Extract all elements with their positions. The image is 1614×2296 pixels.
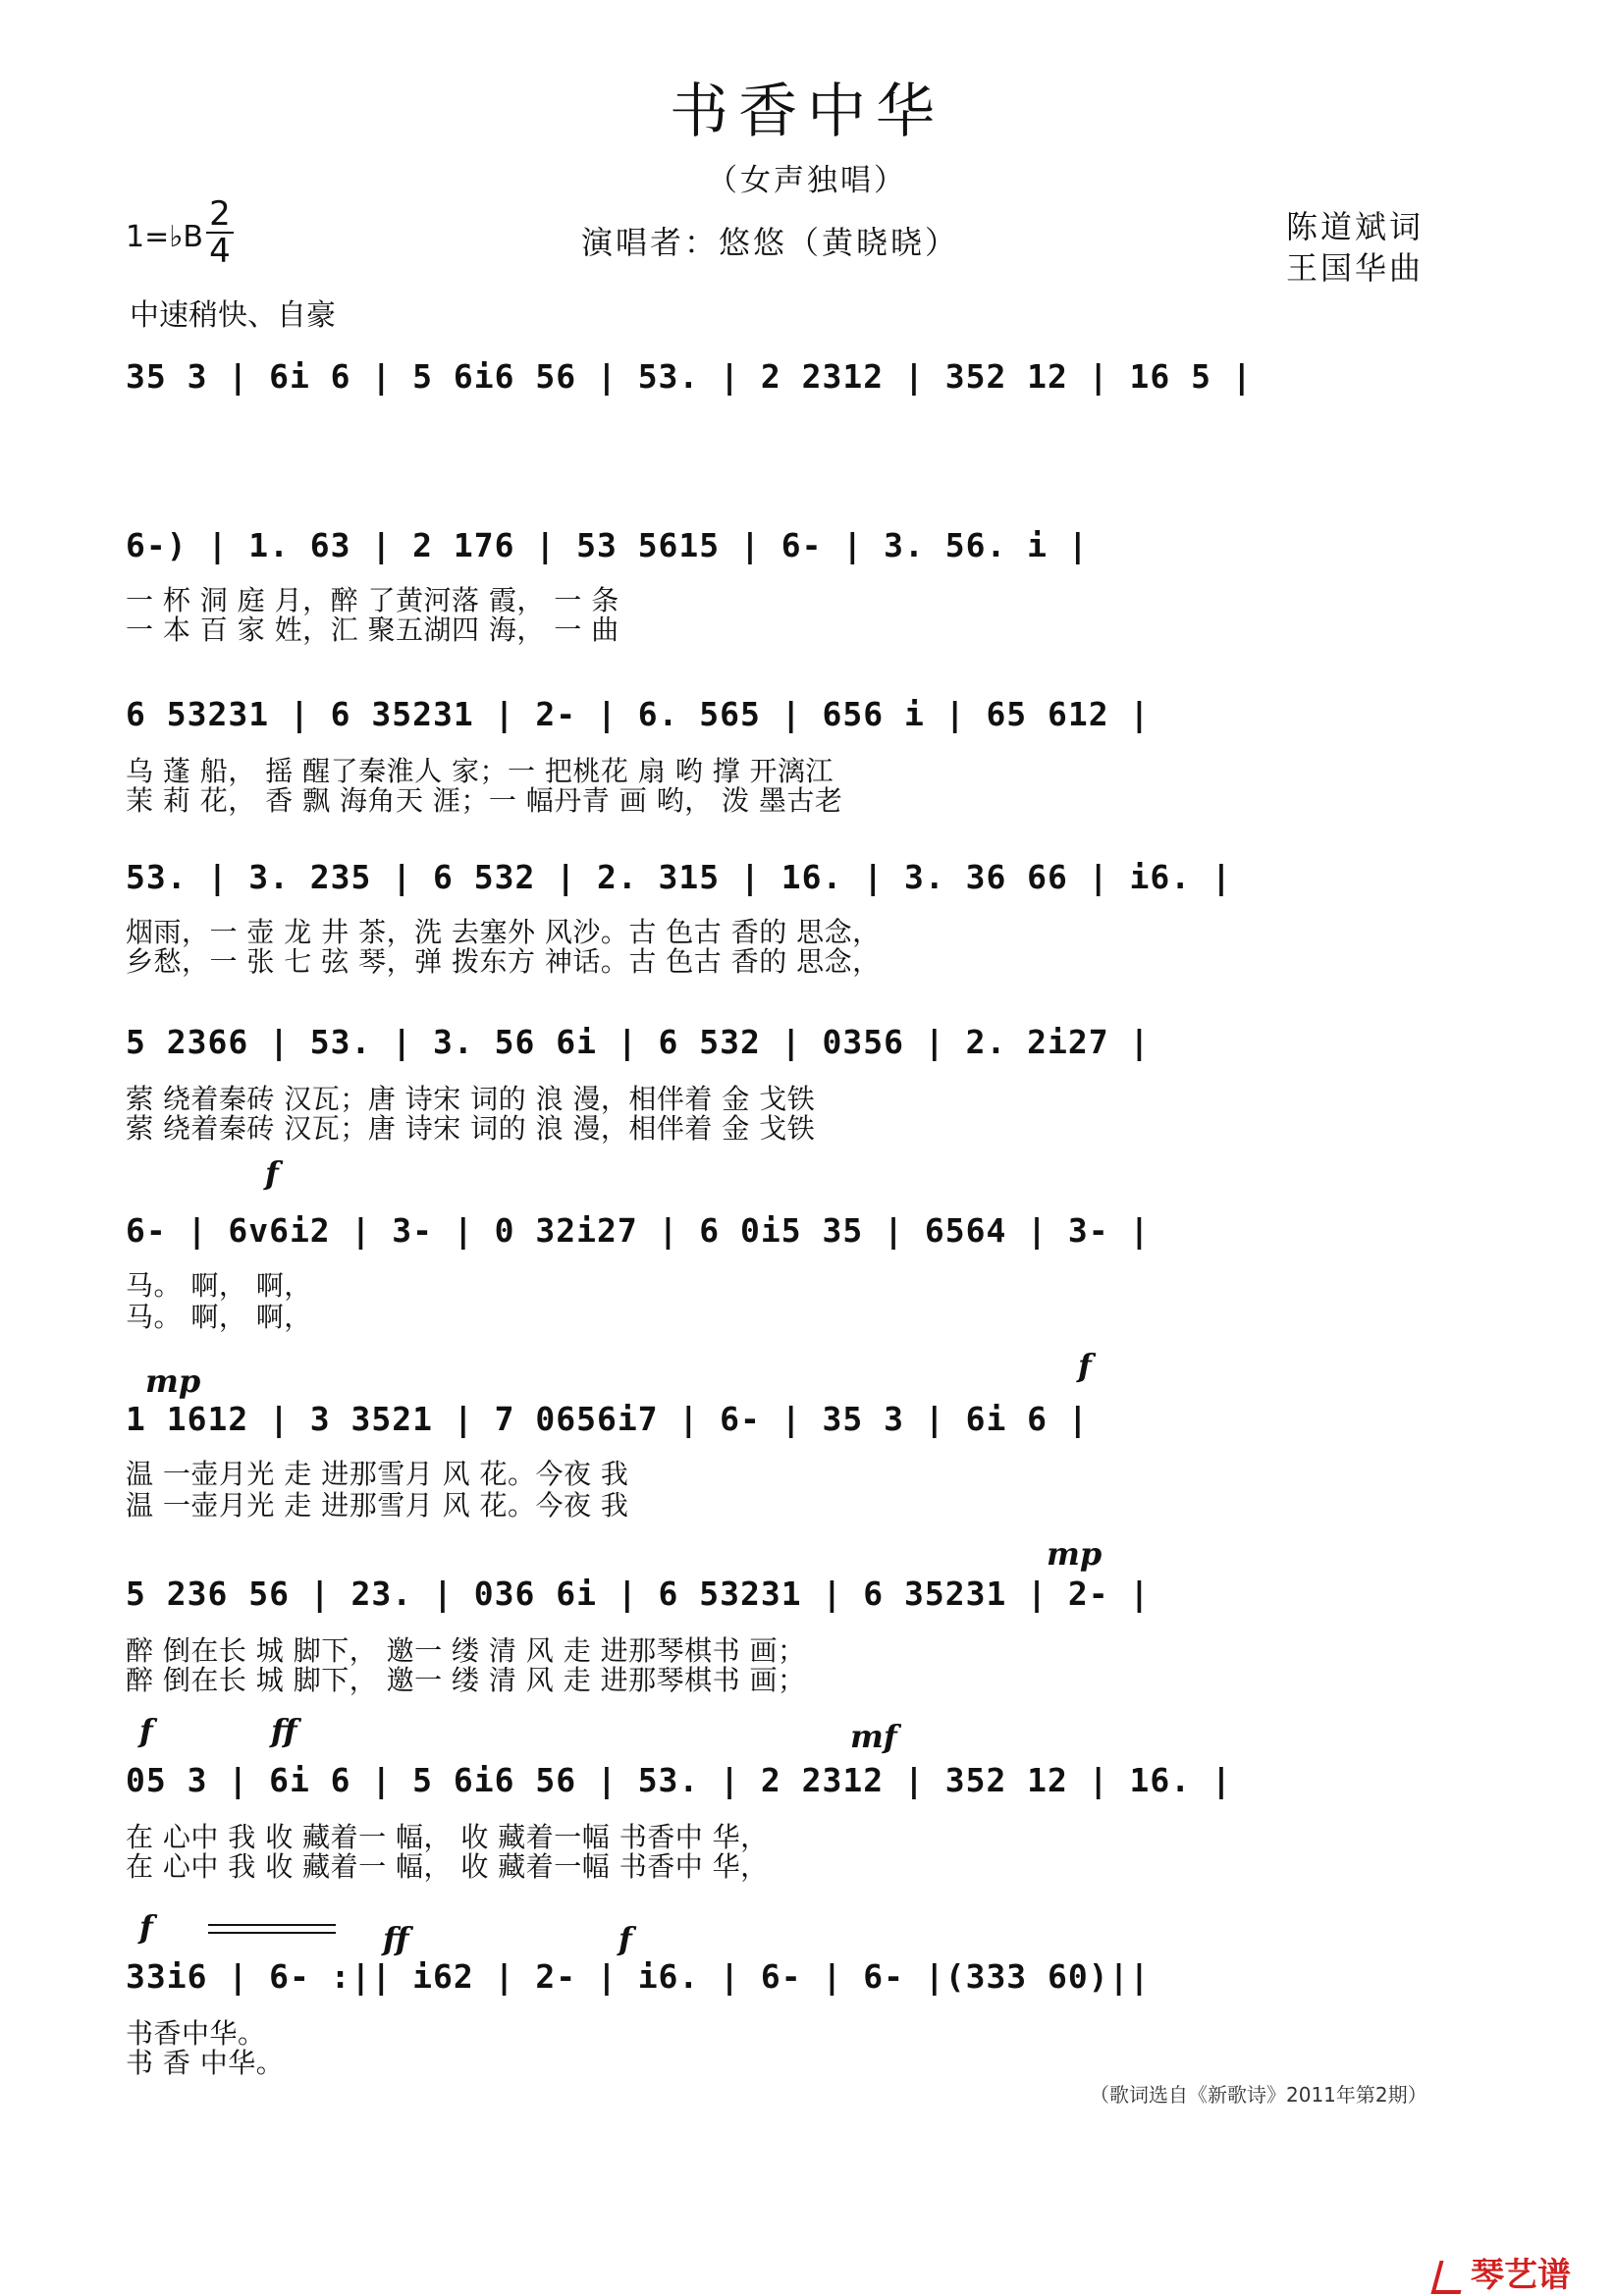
dynamic-marking: f	[265, 1154, 279, 1192]
lyric-line-10-1: 书香中华。	[126, 2017, 266, 2050]
music-line-4: 53. | 3. 235 | 6 532 | 2. 315 | 16. | 3. 36 66 | i6. |	[126, 858, 1232, 896]
lyric-line-8-1: 醉 倒在长 城 脚下， 邀一 缕 清 风 走 进那琴棋书 画；	[126, 1634, 806, 1667]
dynamic-marking: f	[139, 1908, 153, 1946]
lyric-line-6-1: 马。 啊， 啊，	[126, 1269, 312, 1302]
site-logo	[1435, 2248, 1571, 2296]
lyric-line-10-2: 书 香 中华。	[126, 2047, 285, 2079]
key-signature: 1=♭B	[126, 220, 203, 254]
music-line-9: 05 3 | 6i 6 | 5 6i6 56 | 53. | 2 2312 | 352 12 | 16. |	[126, 1761, 1232, 1799]
dynamic-marking: ff	[271, 1712, 297, 1749]
dynamic-marking: f	[1078, 1347, 1092, 1384]
dynamic-marking: mp	[1047, 1535, 1103, 1573]
dynamic-marking: ff	[383, 1920, 409, 1957]
lyric-line-7-2: 温 一壶月光 走 进那雪月 风 花。今夜 我	[126, 1489, 629, 1522]
lyric-line-8-2: 醉 倒在长 城 脚下， 邀一 缕 清 风 走 进那琴棋书 画；	[126, 1664, 806, 1696]
music-line-6: 6- | 6v6i2 | 3- | 0 32i27 | 6 0i5 35 | 6564 | 3- |	[126, 1211, 1151, 1250]
lyric-line-9-2: 在 心中 我 收 藏着一 幅， 收 藏着一幅 书香中 华，	[126, 1850, 769, 1883]
lyrics-source-note: （歌词选自《新歌诗》2011年第2期）	[1090, 2083, 1427, 2107]
logo-text: 琴艺谱	[1471, 2256, 1571, 2295]
dynamic-marking: f	[139, 1712, 153, 1749]
meter-top: 2	[209, 194, 231, 234]
song-title: 书香中华	[670, 78, 944, 146]
music-line-8: 5 236 56 | 23. | 036 6i | 6 53231 | 6 35231 | 2- |	[126, 1575, 1151, 1613]
song-subtitle: （女声独唱）	[707, 163, 907, 198]
time-signature	[206, 194, 234, 271]
lyric-line-4-1: 烟雨，一 壶 龙 井 茶，洗 去塞外 风沙。古 色古 香的 思念，	[126, 916, 881, 948]
lyric-line-2-2: 一 本 百 家 姓，汇 聚五湖四 海， 一 曲	[126, 614, 619, 646]
performer: 演唱者：悠悠（黄晓晓）	[581, 224, 960, 261]
music-line-10: 33i6 | 6- :|| i62 | 2- | i6. | 6- | 6- |(333 60)||	[126, 1957, 1151, 1996]
dynamic-marking: mf	[850, 1718, 897, 1755]
lyric-line-2-1: 一 杯 洞 庭 月，醉 了黄河落 霞， 一 条	[126, 584, 619, 616]
lyric-line-4-2: 乡愁，一 张 七 弦 琴，弹 拨东方 神话。古 色古 香的 思念，	[126, 945, 881, 978]
music-line-1: 35 3 | 6i 6 | 5 6i6 56 | 53. | 2 2312 | 352 12 | 16 5 |	[126, 357, 1253, 396]
lyric-line-7-1: 温 一壶月光 走 进那雪月 风 花。今夜 我	[126, 1458, 629, 1490]
crescendo-hairpin	[208, 1920, 336, 1932]
lyric-line-3-2: 茉 莉 花， 香 飘 海角天 涯；一 幅丹青 画 哟， 泼 墨古老	[126, 784, 843, 817]
tempo-marking: 中速稍快、自豪	[130, 298, 336, 333]
music-line-5: 5 2366 | 53. | 3. 56 6i | 6 532 | 0356 | 2. 2i27 |	[126, 1023, 1151, 1061]
dynamic-marking: mp	[145, 1362, 201, 1400]
logo-icon	[1430, 2261, 1469, 2294]
lyricist: 陈道斌词	[1286, 208, 1425, 245]
lyric-line-5-1: 萦 绕着秦砖 汉瓦；唐 诗宋 词的 浪 漫，相伴着 金 戈铁	[126, 1083, 816, 1115]
composer: 王国华曲	[1286, 249, 1425, 287]
lyric-line-3-1: 乌 蓬 船， 摇 醒了秦淮人 家；一 把桃花 扇 哟 撑 开漓江	[126, 755, 834, 787]
lyric-line-5-2: 萦 绕着秦砖 汉瓦；唐 诗宋 词的 浪 漫，相伴着 金 戈铁	[126, 1112, 816, 1145]
dynamic-marking: f	[619, 1920, 632, 1957]
meter-bottom: 4	[209, 232, 231, 271]
lyric-line-6-2: 马。 啊， 啊，	[126, 1301, 312, 1333]
lyric-line-9-1: 在 心中 我 收 藏着一 幅， 收 藏着一幅 书香中 华，	[126, 1821, 769, 1853]
music-line-3: 6 53231 | 6 35231 | 2- | 6. 565 | 656 i | 65 612 |	[126, 695, 1151, 733]
music-line-2: 6-) | 1. 63 | 2 176 | 53 5615 | 6- | 3. 56. i |	[126, 526, 1089, 564]
music-line-7: 1 1612 | 3 3521 | 7 0656i7 | 6- | 35 3 | 6i 6 |	[126, 1400, 1089, 1438]
crescendo-icon	[208, 1923, 336, 1935]
